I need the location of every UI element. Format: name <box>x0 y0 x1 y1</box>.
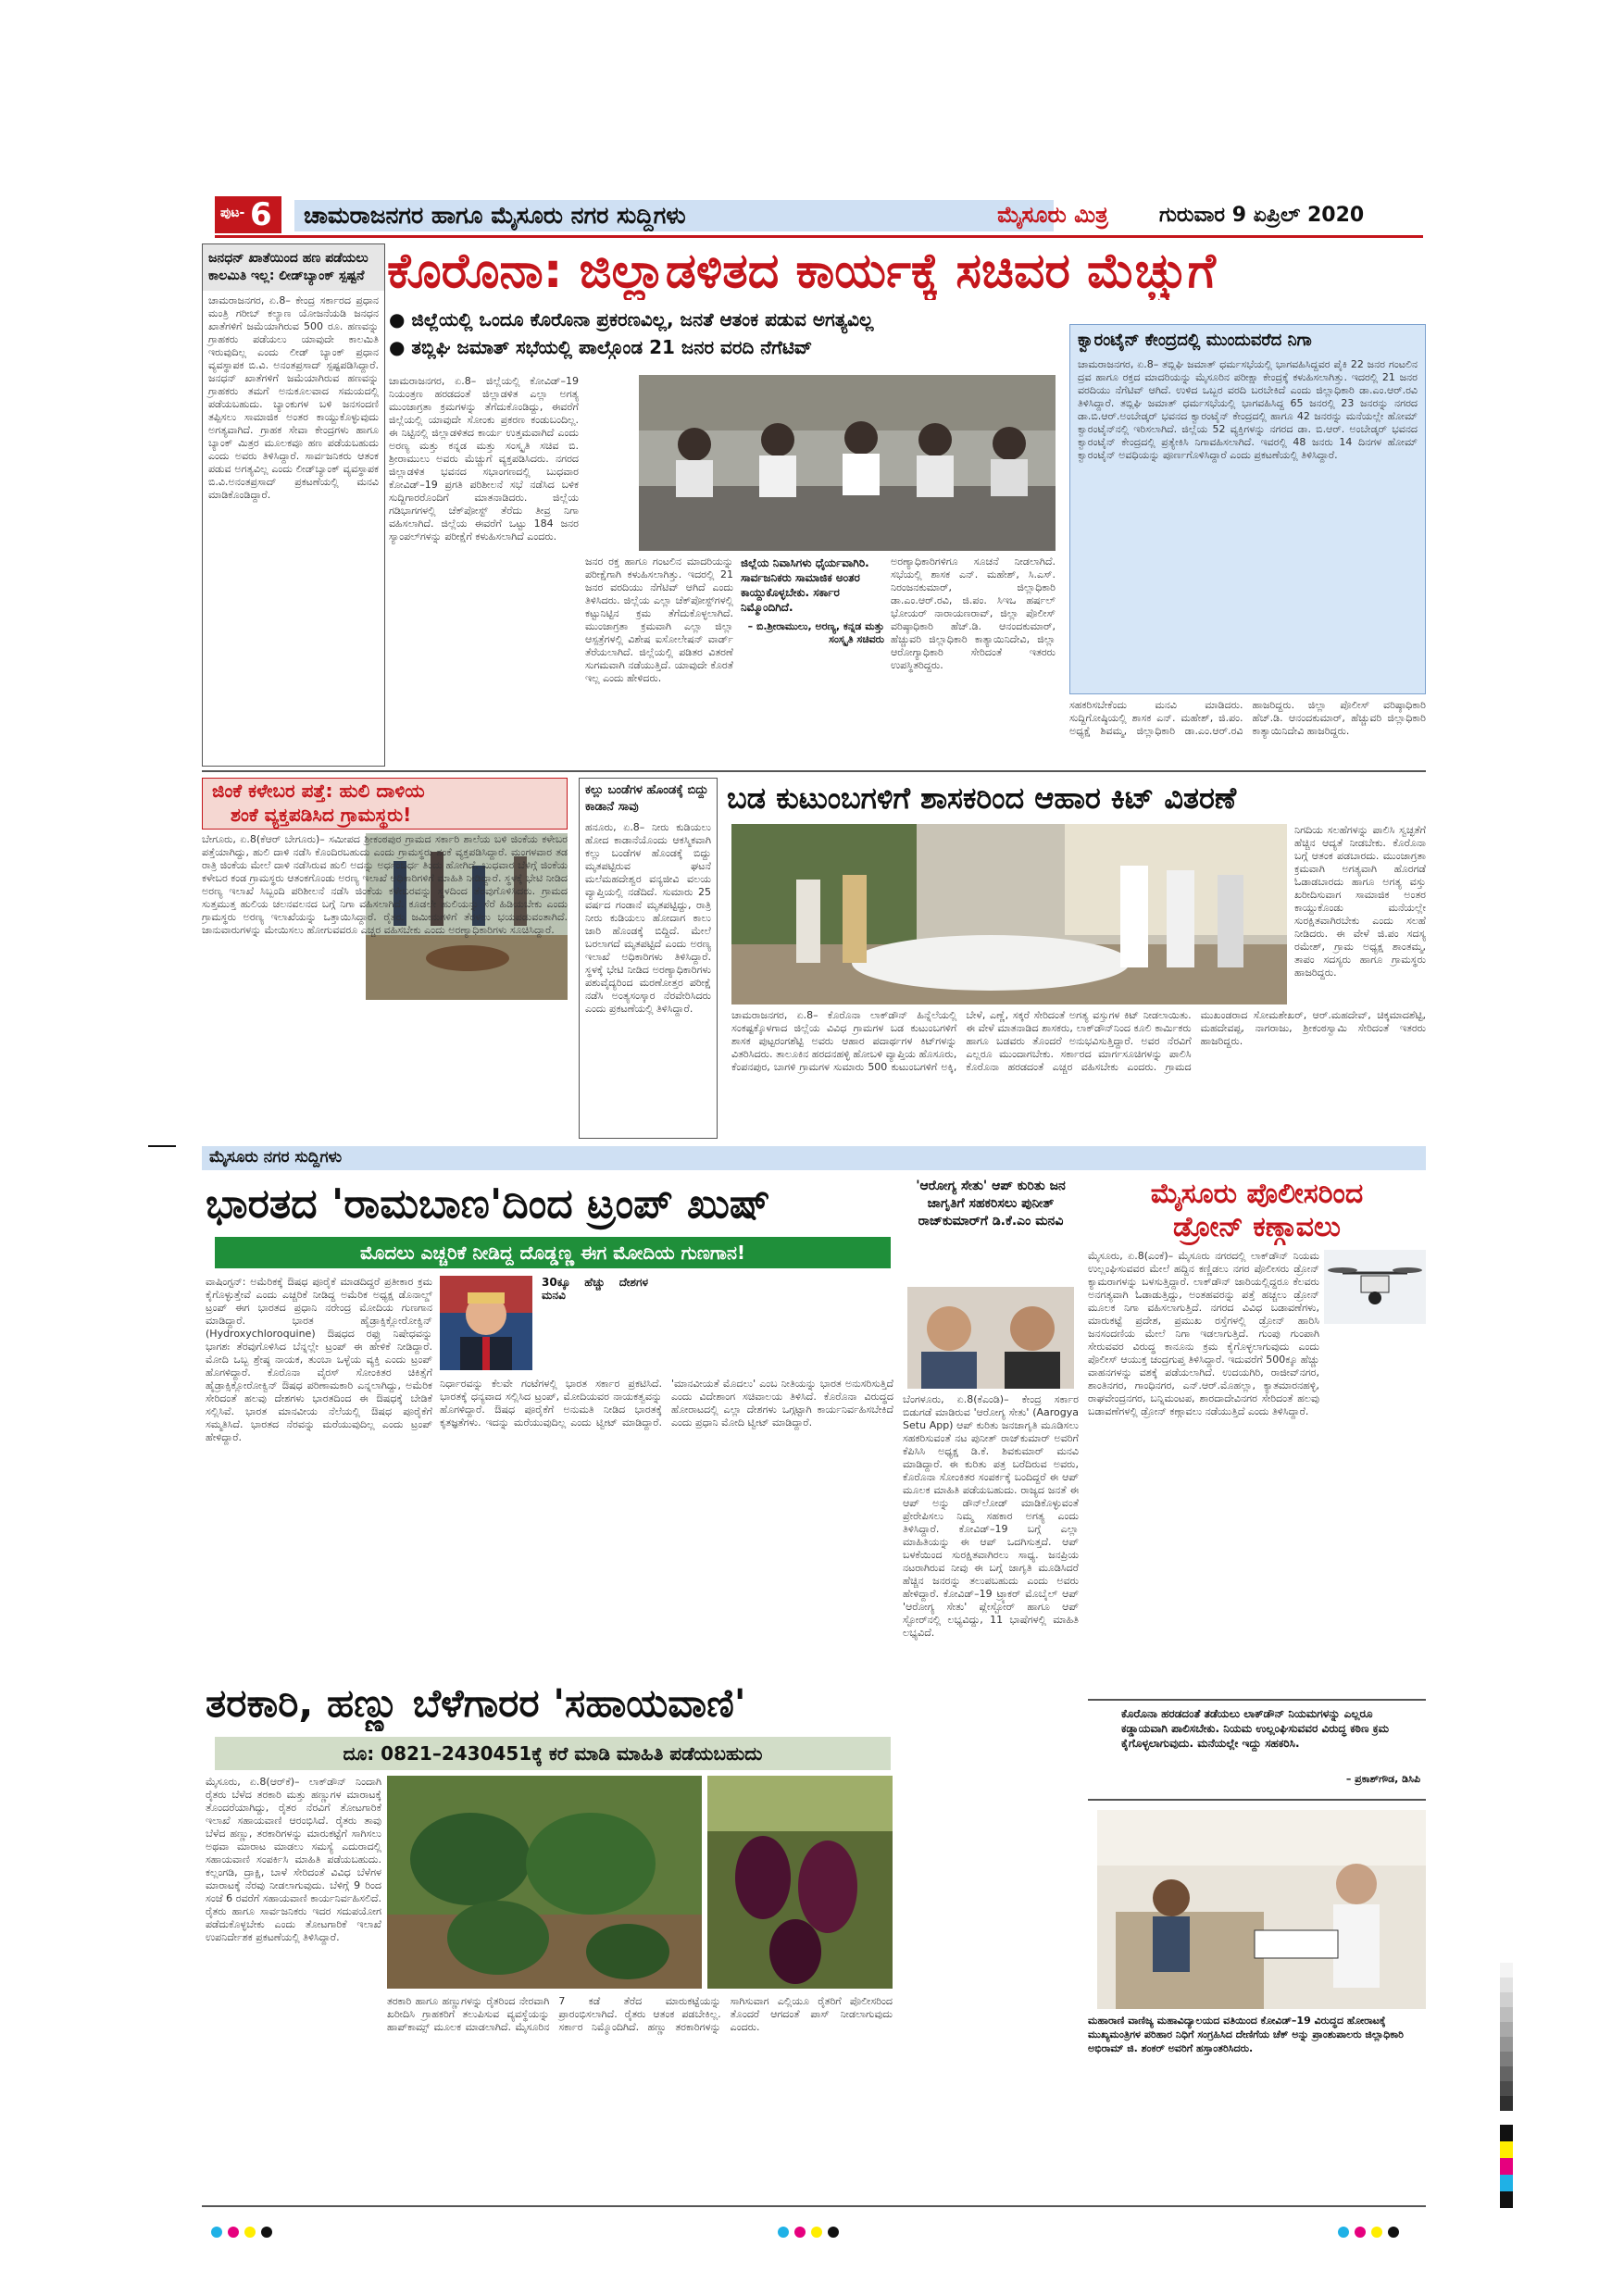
trump-col-3: ನಿರ್ಧಾರವನ್ನು ಕೆಲವೇ ಗಂಟೆಗಳಲ್ಲಿ ಭಾರತ ಸರ್ಕಾರ ಪ್ರಕಟಿಸಿದೆ. ಭಾರತಕ್ಕೆ ಧನ್ಯವಾದ ಸಲ್ಲಿಸಿದ ಟ್ರಂಪ್, ಮೋದಿಯವರ ನಾಯಕತ್ವವನ್ನು ಹೊಗಳಿದ್ದಾರೆ. ಔಷಧ ಪೂರೈಕೆಗೆ ಅನುಮತಿ ನೀಡಿದ ಭಾರತಕ್ಕೆ ಕೃತಜ್ಞತೆಗಳು. ಇದನ್ನು ಮರೆಯುವುದಿಲ್ಲ ಎಂದು ಟ್ವೀಟ್ ಮಾಡಿದ್ದಾರೆ. 'ಮಾನವೀಯತೆ ಮೊದಲು' ಎಂಬ ನೀತಿಯನ್ನು ಭಾರತ ಅನುಸರಿಸುತ್ತಿದೆ ಎಂದು ವಿದೇಶಾಂಗ ಸಚಿವಾಲಯ ತಿಳಿಸಿದೆ. ಕೊರೊನಾ ವಿರುದ್ಧದ ಹೋರಾಟದಲ್ಲಿ ಎಲ್ಲಾ ದೇಶಗಳು ಒಗ್ಗಟ್ಟಾಗಿ ಕಾರ್ಯನಿರ್ವಹಿಸಬೇಕಿದೆ ಎಂದು ಪ್ರಧಾನಿ ಮೋದಿ ಟ್ವೀಟ್ ಮಾಡಿದ್ದಾರೆ. <box>440 1378 893 1429</box>
deer-body: ಬೇಗೂರು, ಏ.8(ಕೆಆರ್ ಬೇಗೂರು)– ಸಮೀಪದ ಶ್ರೀಕಂಠಪುರ ಗ್ರಾಮದ ಸರ್ಕಾರಿ ಶಾಲೆಯ ಬಳಿ ಜಿಂಕೆಯ ಕಳೇಬರ ಪತ್ತೆಯಾಗಿದ್ದು, ಹುಲಿ ದಾಳಿ ನಡೆಸಿ ಕೊಂದಿರಬಹುದು ಎಂದು ಗ್ರಾಮಸ್ಥರು ಶಂಕೆ ವ್ಯಕ್ತಪಡಿಸಿದ್ದಾರೆ. ಮಂಗಳವಾರ ತಡ ರಾತ್ರಿ ಜಿಂಕೆಯ ಮೇಲೆ ದಾಳಿ ನಡೆಸಿರುವ ಹುಲಿ ಅದನ್ನು ಅರ್ಧಂಬರ್ಧ ತಿಂದು ಹೋಗಿದೆ. ಬುಧವಾರ ಬೆಳಿಗ್ಗೆ ಜಿಂಕೆಯ ಕಳೇಬರ ಕಂಡ ಗ್ರಾಮಸ್ಥರು ಆತಂಕಗೊಂಡು ಅರಣ್ಯ ಇಲಾಖೆ ಅಧಿಕಾರಿಗಳಿಗೆ ಮಾಹಿತಿ ನೀಡಿದ್ದಾರೆ. ಸ್ಥಳಕ್ಕೆ ಭೇಟಿ ನೀಡಿದ ಅರಣ್ಯ ಇಲಾಖೆ ಸಿಬ್ಬಂದಿ ಪರಿಶೀಲನೆ ನಡೆಸಿ ಜಿಂಕೆಯ ಕಳೇಬರವನ್ನು ಸ್ಥಳದಿಂದ ತೆರವುಗೊಳಿಸಿದರು. ಗ್ರಾಮದ ಸುತ್ತಮುತ್ತ ಹುಲಿಯ ಚಲನವಲನದ ಬಗ್ಗೆ ನಿಗಾ ವಹಿಸಲಾಗಿದೆ. ಕೂಡಲೇ ಹುಲಿಯನ್ನು ಸೆರೆ ಹಿಡಿಯಬೇಕು ಎಂದು ಗ್ರಾಮಸ್ಥರು ಅರಣ್ಯ ಇಲಾಖೆಯನ್ನು ಒತ್ತಾಯಿಸಿದ್ದಾರೆ. ರೈತರು ಜಮೀನುಗಳಿಗೆ ತೆರಳಲು ಭಯಪಡುವಂತಾಗಿದೆ. ಜಾನುವಾರುಗಳನ್ನು ಮೇಯಿಸಲು ಹೋಗುವವರೂ ಎಚ್ಚರ ವಹಿಸಬೇಕು ಎಂದು ಅರಣ್ಯಾಧಿಕಾರಿಗಳು ಸೂಚಿಸಿದ್ದಾರೆ. <box>202 833 568 936</box>
trump-subhead: ಮೊದಲು ಎಚ್ಚರಿಕೆ ನೀಡಿದ್ದ ದೊಡ್ಡಣ್ಣ ಈಗ ಮೋದಿಯ ಗುಣಗಾನ! <box>215 1237 891 1268</box>
minister-press-photo-svg <box>639 375 1056 551</box>
helpline-bottom: ತರಕಾರಿ ಹಾಗೂ ಹಣ್ಣುಗಳನ್ನು ರೈತರಿಂದ ನೇರವಾಗಿ ಖರೀದಿಸಿ ಗ್ರಾಹಕರಿಗೆ ತಲುಪಿಸುವ ವ್ಯವಸ್ಥೆಯನ್ನು ಹಾಪ್‌ಕಾಮ್ಸ್ ಮೂಲಕ ಮಾಡಲಾಗಿದೆ. ಮೈಸೂರಿನ 7 ಕಡೆ ತೆರೆದ ಮಾರುಕಟ್ಟೆಯನ್ನು ಪ್ರಾರಂಭಿಸಲಾಗಿದೆ. ರೈತರು ಆತಂಕ ಪಡಬೇಕಿಲ್ಲ. ಸರ್ಕಾರ ನಿಮ್ಮೊಂದಿಗಿದೆ. ಹಣ್ಣು ತರಕಾರಿಗಳನ್ನು ಸಾಗಿಸುವಾಗ ಎಲ್ಲಿಯೂ ರೈತರಿಗೆ ಪೊಲೀಸರಿಂದ ತೊಂದರೆ ಆಗದಂತೆ ಪಾಸ್ ನೀಡಲಾಗುವುದು ಎಂದರು. <box>387 1995 893 2033</box>
deer-headline-line-2: ಶಂಕೆ ವ್ಯಕ್ತಪಡಿಸಿದ ಗ್ರಾಮಸ್ಥರು! <box>231 804 412 826</box>
registration-dot-cyan <box>211 2227 222 2238</box>
trump-photo-svg <box>440 1276 532 1370</box>
registration-dot-cyan-2 <box>778 2227 789 2238</box>
lead-col-1: ಚಾಮರಾಜನಗರ, ಏ.8– ಜಿಲ್ಲೆಯಲ್ಲಿ ಕೋವಿಡ್–19 ನಿಯಂತ್ರಣ ಹರಡದಂತೆ ಜಿಲ್ಲಾಡಳಿತ ಎಲ್ಲಾ ಅಗತ್ಯ ಮುಂಜಾಗ್ರತಾ ಕ್ರಮಗಳನ್ನು ತೆಗೆದುಕೊಂಡಿದ್ದು, ಈವರೆಗೆ ಜಿಲ್ಲೆಯಲ್ಲಿ ಯಾವುದೇ ಸೋಂಕು ಪ್ರಕರಣ ಕಂಡುಬಂದಿಲ್ಲ. ಈ ನಿಟ್ಟಿನಲ್ಲಿ ಜಿಲ್ಲಾಡಳಿತದ ಕಾರ್ಯ ಉತ್ತಮವಾಗಿದೆ ಎಂದು ಅರಣ್ಯ ಮತ್ತು ಕನ್ನಡ ಮತ್ತು ಸಂಸ್ಕೃತಿ ಸಚಿವ ಬಿ. ಶ್ರೀರಾಮುಲು ಅವರು ಮೆಚ್ಚುಗೆ ವ್ಯಕ್ತಪಡಿಸಿದರು. ನಗರದ ಜಿಲ್ಲಾಡಳಿತ ಭವನದ ಸಭಾಂಗಣದಲ್ಲಿ ಬುಧವಾರ ಕೋವಿಡ್–19 ಪ್ರಗತಿ ಪರಿಶೀಲನೆ ಸಭೆ ನಡೆಸಿದ ಬಳಿಕ ಸುದ್ದಿಗಾರರೊಂದಿಗೆ ಮಾತನಾಡಿದರು. ಜಿಲ್ಲೆಯ ಗಡಿಭಾಗಗಳಲ್ಲಿ ಚೆಕ್‌ಪೋಸ್ಟ್ ತೆರೆದು ತೀವ್ರ ನಿಗಾ ವಹಿಸಲಾಗಿದೆ. ಜಿಲ್ಲೆಯ ಈವರೆಗೆ ಒಟ್ಟು 184 ಜನರ ಸ್ಯಾಂಪಲ್‌ಗಳನ್ನು ಪರೀಕ್ಷೆಗೆ ಕಳುಹಿಸಲಾಗಿದೆ ಎಂದರು. <box>389 375 579 543</box>
registration-dot-cyan-3 <box>1338 2227 1349 2238</box>
lead-headline: ಕೊರೊನಾ: ಜಿಲ್ಲಾಡಳಿತದ ಕಾರ್ಯಕ್ಕೆ ಸಚಿವರ ಮೆಚ್ಚುಗೆ <box>387 243 1216 299</box>
grapes-photo-svg <box>707 1776 893 1989</box>
page-number: 6 <box>250 196 272 233</box>
aarogya-body: ಬೆಂಗಳೂರು, ಏ.8(ಕೆಎಂಡಿ)– ಕೇಂದ್ರ ಸರ್ಕಾರ ಬಿಡುಗಡೆ ಮಾಡಿರುವ 'ಆರೋಗ್ಯ ಸೇತು' (Aarogya Setu App) ಆಪ್ ಕುರಿತು ಜನಜಾಗೃತಿ ಮೂಡಿಸಲು ಸಹಕರಿಸುವಂತೆ ನಟ ಪುನೀತ್ ರಾಜ್‌ಕುಮಾರ್ ಅವರಿಗೆ ಕೆಪಿಸಿಸಿ ಅಧ್ಯಕ್ಷ ಡಿ.ಕೆ. ಶಿವಕುಮಾರ್ ಮನವಿ ಮಾಡಿದ್ದಾರೆ. ಈ ಕುರಿತು ಪತ್ರ ಬರೆದಿರುವ ಅವರು, ಕೊರೊನಾ ಸೋಂಕಿತರ ಸಂಪರ್ಕಕ್ಕೆ ಬಂದಿದ್ದರೆ ಈ ಆಪ್ ಮೂಲಕ ಮಾಹಿತಿ ಪಡೆಯಬಹುದು. ರಾಜ್ಯದ ಜನತೆ ಈ ಆಪ್ ಅನ್ನು ಡೌನ್‌ಲೋಡ್ ಮಾಡಿಕೊಳ್ಳುವಂತೆ ಪ್ರೇರೇಪಿಸಲು ನಿಮ್ಮ ಸಹಕಾರ ಅಗತ್ಯ ಎಂದು ತಿಳಿಸಿದ್ದಾರೆ. ಕೋವಿಡ್–19 ಬಗ್ಗೆ ಎಲ್ಲಾ ಮಾಹಿತಿಯನ್ನು ಈ ಆಪ್ ಒದಗಿಸುತ್ತದೆ. ಆಪ್ ಬಳಕೆಯಿಂದ ಸುರಕ್ಷಿತವಾಗಿರಲು ಸಾಧ್ಯ. ಜನಪ್ರಿಯ ನಟರಾಗಿರುವ ನೀವು ಈ ಬಗ್ಗೆ ಜಾಗೃತಿ ಮೂಡಿಸಿದರೆ ಹೆಚ್ಚಿನ ಜನರನ್ನು ತಲುಪಬಹುದು ಎಂದು ಅವರು ಹೇಳಿದ್ದಾರೆ. ಕೋವಿಡ್–19 ಟ್ರ್ಯಾಕರ್ ಮೊಬೈಲ್ ಆಪ್ 'ಆರೋಗ್ಯ ಸೇತು' ಪ್ಲೇಸ್ಟೋರ್ ಹಾಗೂ ಆಪ್ ಸ್ಟೋರ್‌ನಲ್ಲಿ ಲಭ್ಯವಿದ್ದು, 11 ಭಾಷೆಗಳಲ್ಲಿ ಮಾಹಿತಿ ಲಭ್ಯವಿದೆ. <box>903 1393 1079 1639</box>
aarogya-headline: 'ಆರೋಗ್ಯ ಸೇತು' ಆಪ್ ಕುರಿತು ಜನ ಜಾಗೃತಿಗೆ ಸಹಕರಿಸಲು ಪುನೀತ್ ರಾಜ್‌ಕುಮಾರ್‌ಗೆ ಡಿ.ಕೆ.ಎಂ ಮನವಿ <box>916 1179 1066 1229</box>
bottom-rule <box>202 2205 1426 2207</box>
registration-dot-yellow-3 <box>1371 2227 1382 2238</box>
registration-dot-black-3 <box>1388 2227 1399 2238</box>
drone-photo <box>1324 1250 1426 1324</box>
drone-headline-line-1: ಮೈಸೂರು ಪೊಲೀಸರಿಂದ <box>1150 1178 1364 1210</box>
trump-body: ವಾಷಿಂಗ್ಟನ್: ಅಮೆರಿಕಕ್ಕೆ ಔಷಧ ಪೂರೈಕೆ ಮಾಡದಿದ್ದರೆ ಪ್ರತೀಕಾರ ಕ್ರಮ ಕೈಗೊಳ್ಳುತ್ತೇವೆ ಎಂದು ಎಚ್ಚರಿಕೆ ನೀಡಿದ್ದ ಅಮೆರಿಕ ಅಧ್ಯಕ್ಷ ಡೊನಾಲ್ಡ್ ಟ್ರಂಪ್ ಈಗ ಭಾರತದ ಪ್ರಧಾನಿ ನರೇಂದ್ರ ಮೋದಿಯ ಗುಣಗಾನ ಮಾಡಿದ್ದಾರೆ. ಭಾರತ ಹೈಡ್ರಾಕ್ಸಿಕ್ಲೋರೋಕ್ವಿನ್ (Hydroxychloroquine) ಔಷಧದ ರಫ್ತು ನಿಷೇಧವನ್ನು ಭಾಗಶಃ ತೆರವುಗೊಳಿಸಿದ ಬೆನ್ನಲ್ಲೇ ಟ್ರಂಪ್ ಈ ಹೇಳಿಕೆ ನೀಡಿದ್ದಾರೆ. ಮೋದಿ ಒಬ್ಬ ಶ್ರೇಷ್ಠ ನಾಯಕ, ತುಂಬಾ ಒಳ್ಳೆಯ ವ್ಯಕ್ತಿ ಎಂದು ಟ್ರಂಪ್ ಹೊಗಳಿದ್ದಾರೆ. ಕೊರೊನಾ ವೈರಸ್ ಸೋಂಕಿತರ ಚಿಕಿತ್ಸೆಗೆ ಹೈಡ್ರಾಕ್ಸಿಕ್ಲೋರೋಕ್ವಿನ್ ಔಷಧ ಪರಿಣಾಮಕಾರಿ ಎನ್ನಲಾಗಿದ್ದು, ಅಮೆರಿಕ ಸೇರಿದಂತೆ ಹಲವು ದೇಶಗಳು ಭಾರತದಿಂದ ಈ ಔಷಧಕ್ಕೆ ಬೇಡಿಕೆ ಸಲ್ಲಿಸಿವೆ. ಭಾರತ ಮಾನವೀಯ ನೆಲೆಯಲ್ಲಿ ಔಷಧ ಪೂರೈಕೆಗೆ ಸಮ್ಮತಿಸಿದೆ. ಭಾರತದ ನೆರವನ್ನು ಮರೆಯುವುದಿಲ್ಲ ಎಂದು ಟ್ರಂಪ್ ಹೇಳಿದ್ದಾರೆ. <box>206 1276 432 1443</box>
deer-headline-line-1: ಜಿಂಕೆ ಕಳೇಬರ ಪತ್ತೆ: ಹುಲಿ ದಾಳಿಯ <box>212 780 425 802</box>
food-kit-side: ನಿಗದಿಯ ಸಲಹೆಗಳನ್ನು ಪಾಲಿಸಿ ಸ್ವಚ್ಛತೆಗೆ ಹೆಚ್ಚಿನ ಆದ್ಯತೆ ನೀಡಬೇಕು. ಕೊರೊನಾ ಬಗ್ಗೆ ಆತಂಕ ಪಡಬಾರದು. ಮುಂಜಾಗ್ರತಾ ಕ್ರಮವಾಗಿ ಅಗತ್ಯವಾಗಿ ಹೊರಗಡೆ ಓಡಾಡಬಾರದು ಹಾಗೂ ಅಗತ್ಯ ವಸ್ತು ಖರೀದಿಸುವಾಗ ಸಾಮಾಜಿಕ ಅಂತರ ಕಾಯ್ದುಕೊಂಡು ಮನೆಯಲ್ಲೇ ಸುರಕ್ಷಿತವಾಗಿರಬೇಕು ಎಂದು ಸಲಹೆ ನೀಡಿದರು. ಈ ವೇಳೆ ಜಿ.ಪಂ ಸದಸ್ಯ ರಮೇಶ್, ಗ್ರಾಮ ಅಧ್ಯಕ್ಷ ಶಾಂತಮ್ಮ, ತಾಪಂ ಸದಸ್ಯರು ಹಾಗೂ ಗ್ರಾಮಸ್ಥರು ಹಾಜರಿದ್ದರು. <box>1294 824 1426 979</box>
watermelon-photo-svg <box>387 1776 702 1989</box>
registration-dot-black <box>261 2227 272 2238</box>
minister-quote: ಜಿಲ್ಲೆಯ ನಿವಾಸಿಗಳು ಧೈರ್ಯವಾಗಿರಿ. ಸಾರ್ವಜನಿಕರು ಸಾಮಾಜಿಕ ಅಂತರ ಕಾಯ್ದುಕೊಳ್ಳಬೇಕು. ಸರ್ಕಾರ ನಿಮ್ಮೊಂದಿಗಿದೆ. <box>741 556 869 614</box>
registration-dot-yellow <box>244 2227 256 2238</box>
registration-dot-magenta-3 <box>1355 2227 1366 2238</box>
food-kit-photo-svg <box>731 824 1287 1004</box>
lead-bullet-1-text: ಜಿಲ್ಲೆಯಲ್ಲಿ ಒಂದೂ ಕೊರೊನಾ ಪ್ರಕರಣವಿಲ್ಲ, ಜನತೆ ಆತಂಕ ಪಡುವ ಅಗತ್ಯವಿಲ್ಲ <box>411 308 874 331</box>
registration-dot-magenta <box>228 2227 239 2238</box>
drone-icon <box>1324 1250 1426 1324</box>
cheque-caption: ಮಹಾರಾಣಿ ವಾಣಿಜ್ಯ ಮಹಾವಿದ್ಯಾಲಯದ ವತಿಯಿಂದ ಕೋವಿಡ್–19 ವಿರುದ್ಧದ ಹೋರಾಟಕ್ಕೆ ಮುಖ್ಯಮಂತ್ರಿಗಳ ಪರಿಹಾರ ನಿಧಿಗೆ ಸಂಗ್ರಹಿಸಿದ ದೇಣಿಗೆಯ ಚೆಕ್ ಅನ್ನು ಪ್ರಾಂಶುಪಾಲರು ಜಿಲ್ಲಾಧಿಕಾರಿ ಅಭಿರಾಮ್ ಜಿ. ಶಂಕರ್ ಅವರಿಗೆ ಹಸ್ತಾಂತರಿಸಿದರು. <box>1088 2015 1404 2054</box>
page-label: ಪುಟ- <box>220 206 245 220</box>
masthead-rule <box>215 235 1423 238</box>
cheque-handover-photo-svg <box>1097 1810 1426 2009</box>
dcp-quote: ಕೊರೊನಾ ಹರಡದಂತೆ ತಡೆಯಲು ಲಾಕ್‌ಡೌನ್ ನಿಯಮಗಳನ್ನು ಎಲ್ಲರೂ ಕಡ್ಡಾಯವಾಗಿ ಪಾಲಿಸಬೇಕು. ನಿಯಮ ಉಲ್ಲಂಘಿಸುವವರ ವಿರುದ್ಧ ಕಠಿಣ ಕ್ರಮ ಕೈಗೊಳ್ಳಲಾಗುವುದು. ಮನೆಯಲ್ಲೇ ಇದ್ದು ಸಹಕರಿಸಿ. <box>1121 1707 1390 1750</box>
cmyk-strip <box>1500 2125 1513 2208</box>
trump-photo <box>440 1276 532 1370</box>
registration-dot-magenta-2 <box>794 2227 806 2238</box>
trump-caption: 30ಕ್ಕೂ ಹೆಚ್ಚು ದೇಶಗಳ ಮನವಿ <box>542 1276 648 1302</box>
drone-headline <box>1088 1178 1426 1244</box>
helpline-phone-band: ದೂ: 0821–2430451ಕ್ಕೆ ಕರೆ ಮಾಡಿ ಮಾಹಿತಿ ಪಡೆಯಬಹುದು <box>215 1737 891 1770</box>
dcp-quote-author: – ಪ್ರಕಾಶ್‌ಗೌಡ, ಡಿಸಿಪಿ <box>1345 1773 1420 1785</box>
drone-headline-line-2: ಡ್ರೋನ್ ಕಣ್ಗಾವಲು <box>1173 1211 1341 1243</box>
quarantine-headline: ಕ್ವಾರಂಟೈನ್ ಕೇಂದ್ರದಲ್ಲಿ ಮುಂದುವರೆದ ನಿಗಾ <box>1078 331 1312 350</box>
mysore-section-band <box>202 1146 1426 1170</box>
page-number-badge <box>215 196 281 233</box>
mysore-section-label: ಮೈಸೂರು ನಗರ ಸುದ್ದಿಗಳು <box>209 1148 343 1167</box>
quarantine-body: ಚಾಮರಾಜನಗರ, ಏ.8– ತಬ್ಲಿಘಿ ಜಮಾತ್ ಧರ್ಮಸಭೆಯಲ್ಲಿ ಭಾಗವಹಿಸಿದ್ದವರ ಪೈಕಿ 22 ಜನರ ಗಂಟಲಿನ ದ್ರವ ಹಾಗೂ ರಕ್ತದ ಮಾದರಿಯನ್ನು ಮೈಸೂರಿನ ಪರೀಕ್ಷಾ ಕೇಂದ್ರಕ್ಕೆ ಕಳುಹಿಸಲಾಗಿತ್ತು. ಇದರಲ್ಲಿ 21 ಜನರ ವರದಿಯು ನೆಗೆಟಿವ್ ಆಗಿದೆ. ಉಳಿದ ಒಬ್ಬರ ವರದಿ ಬರಬೇಕಿದೆ ಎಂದು ಜಿಲ್ಲಾಧಿಕಾರಿ ಡಾ.ಎಂ.ಆರ್.ರವಿ ತಿಳಿಸಿದ್ದಾರೆ. ತಬ್ಲಿಘಿ ಜಮಾತ್ ಧರ್ಮಸಭೆಯಲ್ಲಿ ಭಾಗವಹಿಸಿದ್ದ 65 ಜನರಲ್ಲಿ 23 ಜನರನ್ನು ನಗರದ ಡಾ.ಬಿ.ಆರ್.ಅಂಬೇಡ್ಕರ್ ಭವನದ ಕ್ವಾರಂಟೈನ್ ಕೇಂದ್ರದಲ್ಲಿ ಹಾಗೂ 42 ಜನರನ್ನು ಮನೆಯಲ್ಲೇ ಹೋಮ್ ಕ್ವಾರಂಟೈನ್‌ನಲ್ಲಿ ಇರಿಸಲಾಗಿದೆ. ಜಿಲ್ಲೆಯ 52 ವ್ಯಕ್ತಿಗಳನ್ನು ನಗರದ ಡಾ. ಬಿ.ಆರ್. ಅಂಬೇಡ್ಕರ್ ಭವನದ ಕ್ವಾರಂಟೈನ್ ಕೇಂದ್ರದಲ್ಲಿ ಪ್ರತ್ಯೇಕಿಸಿ ನಿಗಾವಹಿಸಲಾಗಿದೆ. ಇವರಲ್ಲಿ 48 ಜನರು 14 ದಿನಗಳ ಹೋಮ್ ಕ್ವಾರಂಟೈನ್ ಅವಧಿಯನ್ನು ಪೂರ್ಣಗೊಳಿಸಿದ್ದಾರೆ ಎಂದು ಪ್ರಕಟಣೆಯಲ್ಲಿ ತಿಳಿಸಿದ್ದಾರೆ. <box>1078 358 1418 461</box>
elephant-body: ಹನೂರು, ಏ.8– ನೀರು ಕುಡಿಯಲು ಹೋದ ಕಾಡಾನೆಯೊಂದು ಆಕಸ್ಮಿಕವಾಗಿ ಕಲ್ಲು ಬಂಡೆಗಳ ಹೊಂಡಕ್ಕೆ ಬಿದ್ದು ಮೃತಪಟ್ಟಿರುವ ಘಟನೆ ಮಲೆಮಹದೇಶ್ವರ ವನ್ಯಜೀವಿ ವಲಯ ವ್ಯಾಪ್ತಿಯಲ್ಲಿ ನಡೆದಿದೆ. ಸುಮಾರು 25 ವರ್ಷದ ಗಂಡಾನೆ ಮೃತಪಟ್ಟಿದ್ದು, ರಾತ್ರಿ ನೀರು ಕುಡಿಯಲು ಹೋದಾಗ ಕಾಲು ಜಾರಿ ಹೊಂಡಕ್ಕೆ ಬಿದ್ದಿದೆ. ಮೇಲೆ ಬರಲಾಗದೆ ಮೃತಪಟ್ಟಿದೆ ಎಂದು ಅರಣ್ಯ ಇಲಾಖೆ ಅಧಿಕಾರಿಗಳು ತಿಳಿಸಿದ್ದಾರೆ. ಸ್ಥಳಕ್ಕೆ ಭೇಟಿ ನೀಡಿದ ಅರಣ್ಯಾಧಿಕಾರಿಗಳು ಪಶುವೈದ್ಯರಿಂದ ಮರಣೋತ್ತರ ಪರೀಕ್ಷೆ ನಡೆಸಿ ಅಂತ್ಯಸಂಸ್ಕಾರ ನೆರವೇರಿಸಿದರು ಎಂದು ಪ್ರಕಟಣೆಯಲ್ಲಿ ತಿಳಿಸಿದ್ದಾರೆ. <box>585 821 711 1015</box>
lead-col-2: ಜನರ ರಕ್ತ ಹಾಗೂ ಗಂಟಲಿನ ಮಾದರಿಯನ್ನು ಪರೀಕ್ಷೆಗಾಗಿ ಕಳುಹಿಸಲಾಗಿತ್ತು. ಇದರಲ್ಲಿ 21 ಜನರ ವರದಿಯು ನೆಗೆಟಿವ್ ಆಗಿದೆ ಎಂದು ತಿಳಿಸಿದರು. ಜಿಲ್ಲೆಯ ಎಲ್ಲಾ ಚೆಕ್‌ಪೋಸ್ಟ್‌ಗಳಲ್ಲಿ ಕಟ್ಟುನಿಟ್ಟಿನ ಕ್ರಮ ತೆಗೆದುಕೊಳ್ಳಲಾಗಿದೆ. ಮುಂಜಾಗ್ರತಾ ಕ್ರಮವಾಗಿ ಎಲ್ಲಾ ಜಿಲ್ಲಾ ಆಸ್ಪತ್ರೆಗಳಲ್ಲಿ ವಿಶೇಷ ಐಸೋಲೇಷನ್ ವಾರ್ಡ್ ತೆರೆಯಲಾಗಿದೆ. ಜಿಲ್ಲೆಯಲ್ಲಿ ಪಡಿತರ ವಿತರಣೆ ಸುಗಮವಾಗಿ ನಡೆಯುತ್ತಿದೆ. ಯಾವುದೇ ಕೊರತೆ ಇಲ್ಲ ಎಂದು ಹೇಳಿದರು. <box>585 555 733 684</box>
helpline-headline: ತರಕಾರಿ, ಹಣ್ಣು ಬೆಳೆಗಾರರ 'ಸಹಾಯವಾಣಿ' <box>206 1680 746 1726</box>
helpline-body: ಮೈಸೂರು, ಏ.8(ಆರ್‌ಕೆ)– ಲಾಕ್‌ಡೌನ್ ನಿಂದಾಗಿ ರೈತರು ಬೆಳೆದ ತರಕಾರಿ ಮತ್ತು ಹಣ್ಣುಗಳ ಮಾರಾಟಕ್ಕೆ ತೊಂದರೆಯಾಗಿದ್ದು, ರೈತರ ನೆರವಿಗೆ ತೋಟಗಾರಿಕೆ ಇಲಾಖೆ ಸಹಾಯವಾಣಿ ಆರಂಭಿಸಿದೆ. ರೈತರು ತಾವು ಬೆಳೆದ ಹಣ್ಣು, ತರಕಾರಿಗಳನ್ನು ಮಾರುಕಟ್ಟೆಗೆ ಸಾಗಿಸಲು ಅಥವಾ ಮಾರಾಟ ಮಾಡಲು ಸಮಸ್ಯೆ ಎದುರಾದಲ್ಲಿ ಸಹಾಯವಾಣಿ ಸಂಪರ್ಕಿಸಿ ಮಾಹಿತಿ ಪಡೆಯಬಹುದು. ಕಲ್ಲಂಗಡಿ, ದ್ರಾಕ್ಷಿ, ಬಾಳೆ ಸೇರಿದಂತೆ ವಿವಿಧ ಬೆಳೆಗಳ ಮಾರಾಟಕ್ಕೆ ನೆರವು ನೀಡಲಾಗುವುದು. ಬೆಳಿಗ್ಗೆ 9 ರಿಂದ ಸಂಜೆ 6 ರವರೆಗೆ ಸಹಾಯವಾಣಿ ಕಾರ್ಯನಿರ್ವಹಿಸಲಿದೆ. ರೈತರು ಹಾಗೂ ಸಾರ್ವಜನಿಕರು ಇದರ ಸದುಪಯೋಗ ಪಡೆದುಕೊಳ್ಳಬೇಕು ಎಂದು ತೋಟಗಾರಿಕೆ ಇಲಾಖೆ ಉಪನಿರ್ದೇಶಕ ಪ್ರಕಟಣೆಯಲ್ಲಿ ತಿಳಿಸಿದ್ದಾರೆ. <box>206 1776 381 1943</box>
food-kit-photo <box>731 824 1287 1004</box>
registration-dot-yellow-2 <box>811 2227 822 2238</box>
minister-press-photo <box>639 375 1056 551</box>
trump-col-2 <box>542 1276 648 1370</box>
section-title: ಚಾಮರಾಜನಗರ ಹಾಗೂ ಮೈಸೂರು ನಗರ ಸುದ್ದಿಗಳು <box>294 200 1054 231</box>
trump-headline: ಭಾರತದ 'ರಾಮಬಾಣ'ದಿಂದ ಟ್ರಂಪ್ ಖುಷ್ <box>206 1180 771 1228</box>
jan-dhan-body: ಚಾಮರಾಜನಗರ, ಏ.8– ಕೇಂದ್ರ ಸರ್ಕಾರದ ಪ್ರಧಾನ ಮಂತ್ರಿ ಗರೀಬ್ ಕಲ್ಯಾಣ ಯೋಜನೆಯಡಿ ಜನಧನ ಖಾತೆಗಳಿಗೆ ಜಮೆಯಾಗಿರುವ 500 ರೂ. ಹಣವನ್ನು ಗ್ರಾಹಕರು ಪಡೆಯಲು ಯಾವುದೇ ಕಾಲಮಿತಿ ಇರುವುದಿಲ್ಲ ಎಂದು ಲೀಡ್ ಬ್ಯಾಂಕ್ ಪ್ರಧಾನ ವ್ಯವಸ್ಥಾಪಕ ಬಿ.ವಿ. ಅನಂತಪ್ರಸಾದ್ ಸ್ಪಷ್ಟಪಡಿಸಿದ್ದಾರೆ. ಜನಧನ್ ಖಾತೆಗಳಿಗೆ ಜಮೆಯಾಗಿರುವ ಹಣವನ್ನು ಗ್ರಾಹಕರು ತಮಗೆ ಅನುಕೂಲವಾದ ಸಮಯದಲ್ಲಿ ಪಡೆಯಬಹುದು. ಬ್ಯಾಂಕುಗಳ ಬಳಿ ಜನಸಂದಣಿ ತಪ್ಪಿಸಲು ಸಾಮಾಜಿಕ ಅಂತರ ಕಾಯ್ದುಕೊಳ್ಳುವುದು ಅಗತ್ಯವಾಗಿದೆ. ಗ್ರಾಹಕ ಸೇವಾ ಕೇಂದ್ರಗಳು ಹಾಗೂ ಬ್ಯಾಂಕ್ ಮಿತ್ರರ ಮೂಲಕವೂ ಹಣ ಪಡೆಯಬಹುದು ಎಂದು ಅವರು ತಿಳಿಸಿದ್ದಾರೆ. ಸಾರ್ವಜನಿಕರು ಆತಂಕ ಪಡುವ ಅಗತ್ಯವಿಲ್ಲ ಎಂದು ಲೀಡ್‌ಬ್ಯಾಂಕ್ ವ್ಯವಸ್ಥಾಪಕ ಬಿ.ವಿ.ಅನಂತಪ್ರಸಾದ್ ಪ್ರಕಟಣೆಯಲ್ಲಿ ಮನವಿ ಮಾಡಿಕೊಂಡಿದ್ದಾರೆ. <box>208 294 379 501</box>
aarogya-photos-svg <box>907 1287 1074 1389</box>
elephant-box <box>579 778 718 1139</box>
lead-bullets <box>389 306 1056 372</box>
elephant-headline: ಕಲ್ಲು ಬಂಡೆಗಳ ಹೊಂಡಕ್ಕೆ ಬಿದ್ದು ಕಾಡಾನೆ ಸಾವು <box>585 783 708 814</box>
paper-name: ಮೈಸೂರು ಮಿತ್ರ <box>997 202 1108 228</box>
cheque-handover-photo <box>1097 1810 1426 2009</box>
watermelon-photo <box>387 1776 702 1989</box>
lead-col-3: ಅರಣ್ಯಾಧಿಕಾರಿಗಳಿಗೂ ಸೂಚನೆ ನೀಡಲಾಗಿದೆ. ಸಭೆಯಲ್ಲಿ ಶಾಸಕ ಎನ್. ಮಹೇಶ್, ಸಿ.ಎಸ್. ನಿರಂಜನಕುಮಾರ್, ಜಿಲ್ಲಾಧಿಕಾರಿ ಡಾ.ಎಂ.ಆರ್.ರವಿ, ಜಿ.ಪಂ. ಸಿಇಒ ಹರ್ಷಲ್ ಭೋಯರ್ ನಾರಾಯಣರಾವ್, ಜಿಲ್ಲಾ ಪೊಲೀಸ್ ವರಿಷ್ಠಾಧಿಕಾರಿ ಹೆಚ್.ಡಿ. ಆನಂದಕುಮಾರ್, ಹೆಚ್ಚುವರಿ ಜಿಲ್ಲಾಧಿಕಾರಿ ಕಾತ್ಯಾಯಿನಿದೇವಿ, ಜಿಲ್ಲಾ ಆರೋಗ್ಯಾಧಿಕಾರಿ ಸೇರಿದಂತೆ ಇತರರು ಉಪಸ್ಥಿತರಿದ್ದರು. <box>891 555 1056 671</box>
rule-top-section <box>202 770 1426 772</box>
lead-bullet-2-text: ತಬ್ಲಿಘಿ ಜಮಾತ್ ಸಭೆಯಲ್ಲಿ ಪಾಲ್ಗೊಂಡ 21 ಜನರ ವರದಿ ನೆಗೆಟಿವ್ <box>411 336 813 358</box>
aarogya-photos <box>907 1287 1074 1389</box>
registration-dot-black-2 <box>828 2227 839 2238</box>
grey-scale-strip <box>1500 1963 1513 2111</box>
jan-dhan-box <box>202 243 385 767</box>
lead-bullet-2: ● ತಬ್ಲಿಘಿ ಜಮಾತ್ ಸಭೆಯಲ್ಲಿ ಪಾಲ್ಗೊಂಡ 21 ಜನರ ವರದಿ ನೆಗೆಟಿವ್ <box>389 336 813 358</box>
jan-dhan-headline: ಜನಧನ್ ಖಾತೆಯಿಂದ ಹಣ ಪಡೆಯಲು ಕಾಲಮಿತಿ ಇಲ್ಲ: ಲೀಡ್‌ಬ್ಯಾಂಕ್ ಸ್ಪಷ್ಟನೆ <box>203 244 384 291</box>
minister-quote-box <box>741 555 884 722</box>
issue-date: ಗುರುವಾರ 9 ಏಪ್ರಿಲ್ 2020 <box>1159 204 1365 227</box>
lead-bullet-1: ● ಜಿಲ್ಲೆಯಲ್ಲಿ ಒಂದೂ ಕೊರೊನಾ ಪ್ರಕರಣವಿಲ್ಲ, ಜನತೆ ಆತಂಕ ಪಡುವ ಅಗತ್ಯವಿಲ್ಲ <box>389 308 874 331</box>
quarantine-box <box>1069 324 1426 694</box>
dcp-quote-box <box>1088 1699 1426 1801</box>
deer-headline <box>202 778 568 830</box>
food-kit-headline: ಬಡ ಕುಟುಂಬಗಳಿಗೆ ಶಾಸಕರಿಂದ ಆಹಾರ ಕಿಟ್ ವಿತರಣೆ <box>727 780 1237 816</box>
food-kit-body: ಚಾಮರಾಜನಗರ, ಏ.8– ಕೊರೊನಾ ಲಾಕ್‌ಡೌನ್ ಹಿನ್ನೆಲೆಯಲ್ಲಿ ಸಂಕಷ್ಟಕ್ಕೊಳಗಾದ ಜಿಲ್ಲೆಯ ವಿವಿಧ ಗ್ರಾಮಗಳ ಬಡ ಕುಟುಂಬಗಳಿಗೆ ಶಾಸಕ ಪುಟ್ಟರಂಗಶೆಟ್ಟಿ ಅವರು ಆಹಾರ ಪದಾರ್ಥಗಳ ಕಿಟ್‌ಗಳನ್ನು ವಿತರಿಸಿದರು. ತಾಲೂಕಿನ ಹರದನಹಳ್ಳಿ ಹೋಬಳಿ ವ್ಯಾಪ್ತಿಯ ಹೊಸೂರು, ಕೆಂಪನಪುರ, ಬಾಗಳಿ ಗ್ರಾಮಗಳ ಸುಮಾರು 500 ಕುಟುಂಬಗಳಿಗೆ ಅಕ್ಕಿ, ಬೇಳೆ, ಎಣ್ಣೆ, ಸಕ್ಕರೆ ಸೇರಿದಂತೆ ಅಗತ್ಯ ವಸ್ತುಗಳ ಕಿಟ್ ನೀಡಲಾಯಿತು. ಈ ವೇಳೆ ಮಾತನಾಡಿದ ಶಾಸಕರು, ಲಾಕ್‌ಡೌನ್‌ನಿಂದ ಕೂಲಿ ಕಾರ್ಮಿಕರು ಹಾಗೂ ಬಡವರು ತೊಂದರೆ ಅನುಭವಿಸುತ್ತಿದ್ದಾರೆ. ಅವರ ನೆರವಿಗೆ ಎಲ್ಲರೂ ಮುಂದಾಗಬೇಕು. ಸರ್ಕಾರದ ಮಾರ್ಗಸೂಚಿಗಳನ್ನು ಪಾಲಿಸಿ ಕೊರೊನಾ ಹರಡದಂತೆ ಎಚ್ಚರ ವಹಿಸಬೇಕು ಎಂದರು. ಗ್ರಾಮದ ಮುಖಂಡರಾದ ಸೋಮಶೇಖರ್, ಆರ್.ಮಹದೇವ್, ಚಿಕ್ಕಮಾದಶೆಟ್ಟಿ, ಮಹದೇವಪ್ಪ, ನಾಗರಾಜು, ಶ್ರೀಕಂಠಸ್ವಾಮಿ ಸೇರಿದಂತೆ ಇತರರು ಹಾಜರಿದ್ದರು. <box>731 1009 1426 1073</box>
quarantine-continued: ಸಹಕರಿಸಬೇಕೆಂದು ಮನವಿ ಮಾಡಿದರು. ಸುದ್ದಿಗೋಷ್ಠಿಯಲ್ಲಿ ಶಾಸಕ ಎನ್. ಮಹೇಶ್, ಜಿ.ಪಂ. ಅಧ್ಯಕ್ಷೆ ಶಿವಮ್ಮ, ಜಿಲ್ಲಾಧಿಕಾರಿ ಡಾ.ಎಂ.ಆರ್.ರವಿ ಹಾಜರಿದ್ದರು. ಜಿಲ್ಲಾ ಪೊಲೀಸ್ ವರಿಷ್ಠಾಧಿಕಾರಿ ಹೆಚ್.ಡಿ. ಆನಂದಕುಮಾರ್, ಹೆಚ್ಚುವರಿ ಜಿಲ್ಲಾಧಿಕಾರಿ ಕಾತ್ಯಾಯಿನಿದೇವಿ ಹಾಜರಿದ್ದರು. <box>1069 699 1426 737</box>
masthead <box>215 196 1423 233</box>
fold-tick <box>148 1145 176 1147</box>
grapes-photo <box>707 1776 893 1989</box>
drone-body: ಮೈಸೂರು, ಏ.8(ಎಂಕೆ)– ಮೈಸೂರು ನಗರದಲ್ಲಿ ಲಾಕ್‌ಡೌನ್ ನಿಯಮ ಉಲ್ಲಂಘಿಸುವವರ ಮೇಲೆ ಹದ್ದಿನ ಕಣ್ಣಿಡಲು ನಗರ ಪೊಲೀಸರು ಡ್ರೋನ್ ಕ್ಯಾಮರಾಗಳನ್ನು ಬಳಸುತ್ತಿದ್ದಾರೆ. ಲಾಕ್‌ಡೌನ್ ಜಾರಿಯಲ್ಲಿದ್ದರೂ ಕೆಲವರು ಅನಗತ್ಯವಾಗಿ ಓಡಾಡುತ್ತಿದ್ದು, ಅಂತಹವರನ್ನು ಪತ್ತೆ ಹಚ್ಚಲು ಡ್ರೋನ್ ಮೂಲಕ ನಿಗಾ ವಹಿಸಲಾಗುತ್ತಿದೆ. ನಗರದ ವಿವಿಧ ಬಡಾವಣೆಗಳು, ಮಾರುಕಟ್ಟೆ ಪ್ರದೇಶ, ಪ್ರಮುಖ ರಸ್ತೆಗಳಲ್ಲಿ ಡ್ರೋನ್ ಹಾರಿಸಿ ಜನಸಂದಣಿಯ ಮೇಲೆ ನಿಗಾ ಇಡಲಾಗುತ್ತಿದೆ. ಗುಂಪು ಗುಂಪಾಗಿ ಸೇರುವವರ ವಿರುದ್ಧ ಕಾನೂನು ಕ್ರಮ ಕೈಗೊಳ್ಳಲಾಗುವುದು ಎಂದು ಪೊಲೀಸ್ ಆಯುಕ್ತ ಚಂದ್ರಗುಪ್ತ ತಿಳಿಸಿದ್ದಾರೆ. ಇದುವರೆಗೆ 500ಕ್ಕೂ ಹೆಚ್ಚು ವಾಹನಗಳನ್ನು ವಶಕ್ಕೆ ಪಡೆಯಲಾಗಿದೆ. ಉದಯಗಿರಿ, ರಾಜೀವ್‌ನಗರ, ಶಾಂತಿನಗರ, ಗಾಂಧಿನಗರ, ಎನ್.ಆರ್.ಮೊಹಲ್ಲಾ, ಕ್ಯಾತಮಾರನಹಳ್ಳಿ, ರಾಘವೇಂದ್ರನಗರ, ಬನ್ನಿಮಂಟಪ, ಶಾರದಾದೇವಿನಗರ ಸೇರಿದಂತೆ ಹಲವು ಬಡಾವಣೆಗಳಲ್ಲಿ ಡ್ರೋನ್ ಕಣ್ಗಾವಲು ನಡೆಯುತ್ತಿದೆ ಎಂದು ತಿಳಿಸಿದ್ದಾರೆ. <box>1088 1250 1319 1417</box>
minister-quote-author: – ಬಿ.ಶ್ರೀರಾಮುಲು, ಅರಣ್ಯ, ಕನ್ನಡ ಮತ್ತು ಸಂಸ್ಕೃತಿ ಸಚಿವರು <box>747 620 884 645</box>
